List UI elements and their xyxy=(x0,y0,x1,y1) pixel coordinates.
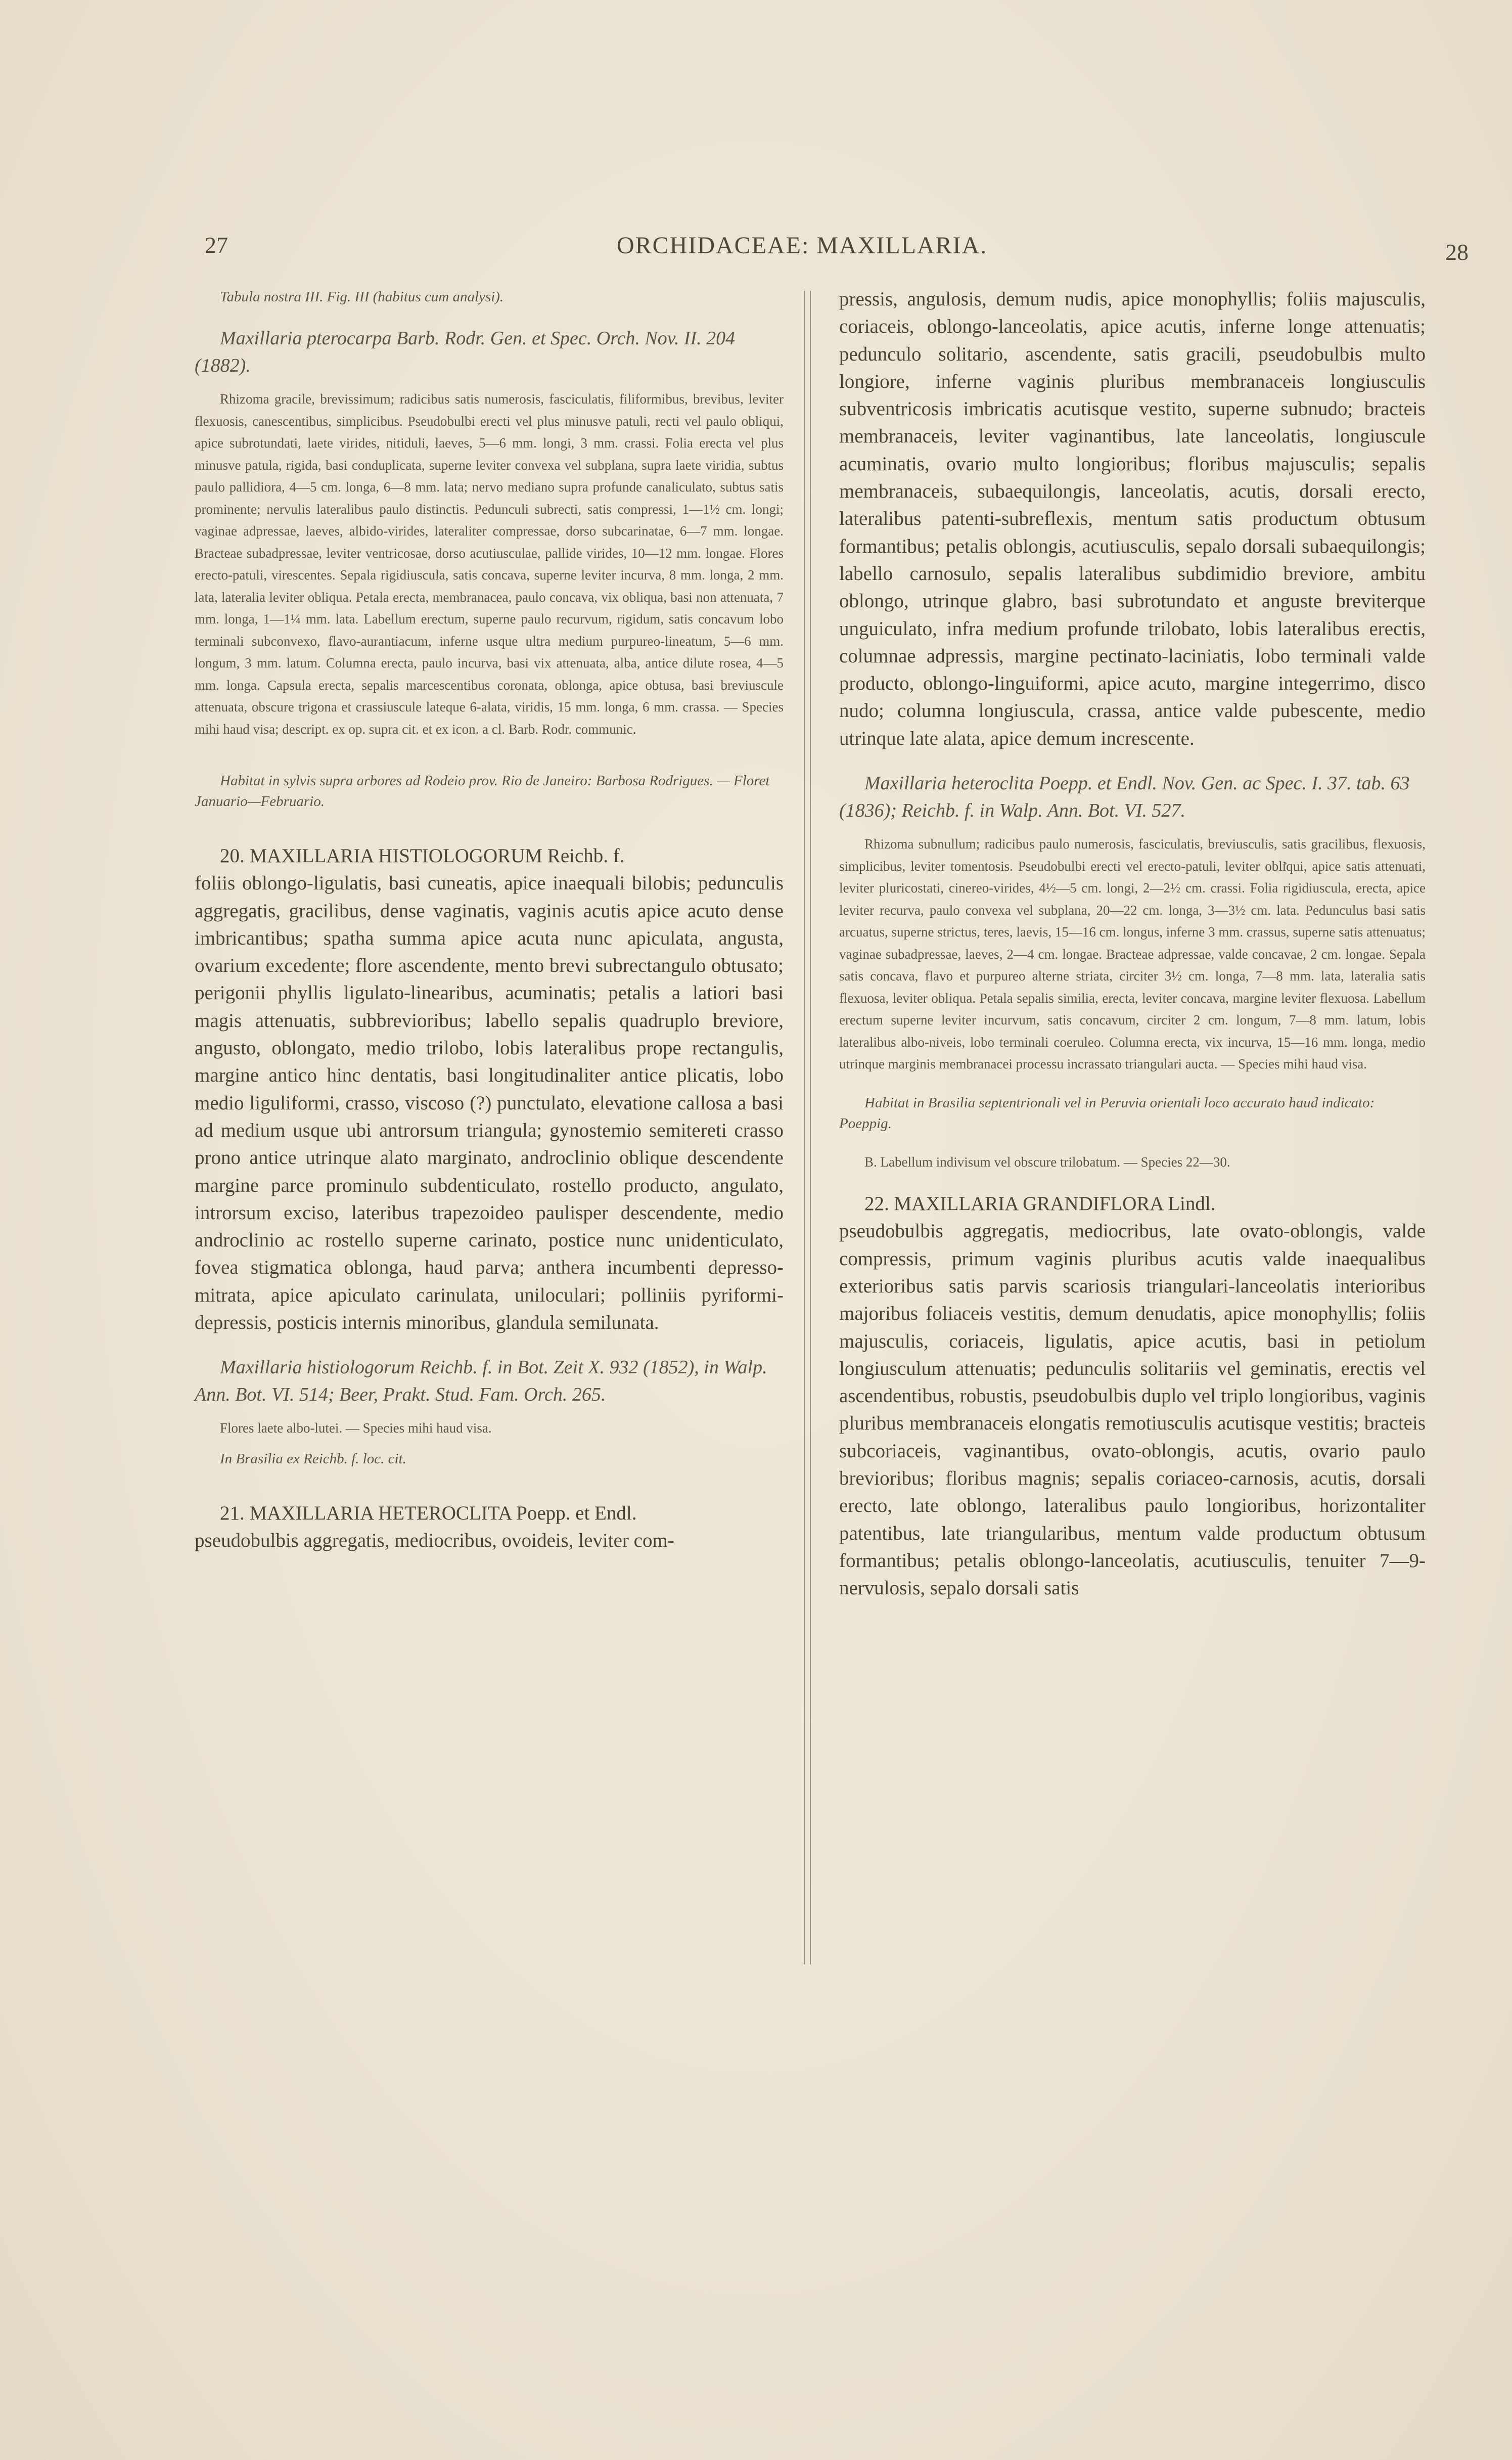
section-b-heading: B. Labellum indivisum vel obscure trilobatum. — Species 22—30. xyxy=(864,1154,1230,1170)
habitat-21: Habitat in Brasilia septentrionali vel in Peruvia orientali loco accurato haud indicato: Poeppig. xyxy=(839,1094,1375,1132)
page-number-left: 27 xyxy=(205,232,228,258)
description-21-detail: Rhizoma subnullum; radicibus paulo numerosis, fasciculatis, breviusculis, satis gracilibus, flexuosis, simplicibus, leviter tomentosis. Pseudobulbi erecti vel erecto-patuli, leviter obliqui, apice satis attenuati, leviter pluricostati, cinereo-virides, 4½—5 cm. longi, 2—2½ cm. crassi. Folia rigidiuscula, erecta, apice leviter recurva, paulo convexa vel subplana, 20—22 cm. longa, 3—3½ cm. lata. Pedunculus basi satis arcuatus, superne strictus, teres, laevis, 15—16 cm. longus, inferne 3 mm. crassus, superne satis attenuatus; vaginae subadpressae, laeves, 2—4 cm. longae. Bracteae adpressae, valde concavae, 2 cm. longae. Sepala satis concava, flavo et purpureo alterne striata, circiter 3½ cm. longa, 7—8 mm. lata, lateralia satis flexuosa, leviter obliqua. Petala sepalis similia, erecta, leviter concava, margine leviter flexuosa. Labellum erectum superne leviter incurvum, satis concavum, circiter 2 cm. longum, 7—8 mm. latum, lobis lateralibus albo-niveis, lobo terminali coeruleo. Columna erecta, vix incurva, 15—16 mm. longa, medio utrinque marginis membranacei processu incrassato triangulari aucta. — Species mihi haud visa. xyxy=(839,836,1426,1072)
running-title: ORCHIDACEAE: MAXILLARIA. xyxy=(617,232,988,259)
reference-21: Maxillaria heteroclita Poepp. et Endl. Nov. Gen. ac Spec. I. 37. tab. 63 (1836); Reichb. f. in Walp. Ann. Bot. VI. 527. xyxy=(839,773,1410,822)
right-column xyxy=(839,286,1426,1602)
species-heading-21: 21. MAXILLARIA HETEROCLITA Poepp. et Endl. xyxy=(220,1502,637,1524)
species-heading-20: 20. MAXILLARIA HISTIOLOGORUM Reichb. f. xyxy=(220,845,625,867)
left-column xyxy=(195,286,784,1554)
species-heading-22: 22. MAXILLARIA GRANDIFLORA Lindl. xyxy=(864,1193,1216,1215)
description-21-start: pseudobulbis aggregatis, mediocribus, ovoideis, leviter com- xyxy=(195,1530,674,1552)
plate-reference: Tabula nostra III. Fig. III (habitus cum analysi). xyxy=(220,289,504,305)
reference-20: Maxillaria histiologorum Reichb. f. in Bot. Zeit X. 932 (1852), in Walp. Ann. Bot. VI. 514; Beer, Prakt. Stud. Fam. Orch. 265. xyxy=(195,1357,767,1406)
habitat-pterocarpa: Habitat in sylvis supra arbores ad Rodeio prov. Rio de Janeiro: Barbosa Rodrigues. — Floret Januario—Februario. xyxy=(195,773,770,810)
flores-20: Flores laete albo-lutei. — Species mihi haud visa. xyxy=(220,1420,492,1436)
description-pterocarpa: Rhizoma gracile, brevissimum; radicibus satis numerosis, fasciculatis, filiformibus, brevibus, leviter flexuosis, canescentibus, simplicibus. Pseudobulbi erecti vel plus minusve patuli, recti vel paulo obliqui, apice subrotundati, laete virides, nitiduli, laeves, 5—6 mm. longi, 3 mm. crassi. Folia erecta vel plus minusve patula, rigida, basi conduplicata, superne leviter convexa vel subplana, supra laete viridia, subtus paulo pallidiora, 4—5 cm. longa, 6—8 mm. lata; nervo mediano supra profunde canaliculato, subtus satis prominente; nervulis lateralibus paulo distinctis. Pedunculi subrecti, satis compressi, 1—1½ cm. longi; vaginae adpressae, laeves, albido-virides, lateraliter compressae, dorso subcarinatae, 6—7 mm. longae. Bracteae subadpressae, leviter ventricosae, dorso acutiusculae, pallide virides, 10—12 mm. longae. Flores erecto-patuli, virescentes. Sepala rigidiuscula, satis concava, superne leviter incurva, 8 mm. longa, 2 mm. lata, lateralia leviter obliqua. Petala erecta, membranacea, paulo concava, vix obliqua, basi non attenuata, 7 mm. longa, 1—1¼ mm. lata. Labellum erectum, superne paulo recurvum, rigidum, satis concavum lobo terminali subconvexo, flavo-aurantiacum, inferne usque ultra medium purpureo-lineatum, 5—6 mm. longum, 3 mm. latum. Columna erecta, paulo incurva, basi vix attenuata, alba, antice dilute rosea, 4—5 mm. longa. Capsula erecta, sepalis marcescentibus coronata, oblonga, apice obtusa, basi breviuscule attenuata, obscure trigona et crassiuscule lateque 6-alata, viridis, 15 mm. longa, 6 mm. crassa. — Species mihi haud visa; descript. ex op. supra cit. et ex icon. a cl. Barb. Rodr. communic. xyxy=(195,391,784,737)
column-divider xyxy=(804,291,811,1964)
description-21-continued: pressis, angulosis, demum nudis, apice monophyllis; foliis majusculis, coriaceis, oblongo-lanceolatis, apice acutis, inferne longe attenuatis; pedunculo solitario, ascendente, satis gracili, pseudobulbis multo longiore, inferne vaginis pluribus membranaceis longiusculis subventricosis imbricatis acutisque vestito, superne subnudo; bracteis membranaceis, leviter vaginantibus, late lanceolatis, longiuscule acuminatis, ovario multo longioribus; floribus majusculis; sepalis membranaceis, subaequilongis, lanceolatis, acutis, dorsali erecto, lateralibus patenti-subreflexis, mentum satis productum obtusum formantibus; petalis oblongis, acutiusculis, sepalo dorsali subaequilongis; labello carnosulo, sepalis lateralibus subdimidio breviore, ambitu oblongo, utrinque glabro, basi subrotundato et anguste breviterque unguiculato, infra medium profunde trilobato, lobis lateralibus erectis, columnae adpressis, margine pectinato-laciniatis, lobo terminali valde producto, oblongo-linguiformi, apice acuto, margine integerrimo, disco nudo; columna longiuscula, crassa, antice valde pubescente, medio utrinque late alata, apice demum increscente. xyxy=(839,288,1426,749)
habitat-20: In Brasilia ex Reichb. f. loc. cit. xyxy=(220,1450,406,1467)
page-header xyxy=(205,229,1469,269)
reference-pterocarpa: Maxillaria pterocarpa Barb. Rodr. Gen. et Spec. Orch. Nov. II. 204 (1882). xyxy=(195,328,736,376)
description-22: pseudobulbis aggregatis, mediocribus, late ovato-oblongis, valde compressis, primum vaginis pluribus acutis valde inaequalibus exterioribus satis parvis scariosis triangulari-lanceolatis interioribus majoribus foliaceis vestitis, demum denudatis, apice monophyllis; foliis majusculis, coriaceis, ligulatis, apice acutis, basi in petiolum longiusculum attenuatis; pedunculis solitariis vel geminatis, erectis vel ascendentibus, robustis, pseudobulbis duplo vel triplo longioribus, vaginis pluribus membranaceis elongatis remotiusculis acutisque vestitis; bracteis subcoriaceis, vaginantibus, ovato-oblongis, acutis, ovario paulo brevioribus; floribus magnis; sepalis coriaceo-carnosis, acutis, dorsali erecto, late oblongo, lateralibus paulo longioribus, horizontaliter patentibus, late triangularibus, mentum valde productum obtusum formantibus; petalis oblongo-lanceolatis, acutiusculis, tenuiter 7—9-nervulosis, sepalo dorsali satis xyxy=(839,1220,1426,1599)
description-20: foliis oblongo-ligulatis, basi cuneatis, apice inaequali bilobis; pedunculis aggregatis, gracilibus, dense vaginatis, vaginis acutis apice acuto dense imbricantibus; spatha summa apice acuta nunc apiculata, angusta, ovarium excedente; flore ascendente, mento brevi subrectangulo obtusato; perigonii phyllis ligulato-linearibus, acuminatis; petalis a latiori basi magis attenuatis, subbrevioribus; labello sepalis quadruplo breviore, angusto, oblongato, medio trilobo, lobis lateralibus prope rectangulis, margine antico hinc dentatis, basi longitudinaliter antice plicatis, lobo medio liguliformi, crasso, viscoso (?) punctulato, elevatione callosa a basi ad medium usque ubi antrorsum triangula; gynostemio semitereti crasso prono antice utrinque alato marginato, androclinio oblique descendente margine parce prominulo subdenticulato, rostello producto, angulato, introrsum exciso, lateribus trapezoideo paulisper descendente, medio androclinio ac rostello superne carinato, postice nunc unidenticulato, fovea stigmatica oblonga, haud parva; anthera incumbenti depresso-mitrata, apice apiculato carinulata, uniloculari; polliniis pyriformi-depressis, posticis internis minoribus, glandula semilunata. xyxy=(195,872,784,1334)
page-number-right: 28 xyxy=(1445,239,1469,265)
